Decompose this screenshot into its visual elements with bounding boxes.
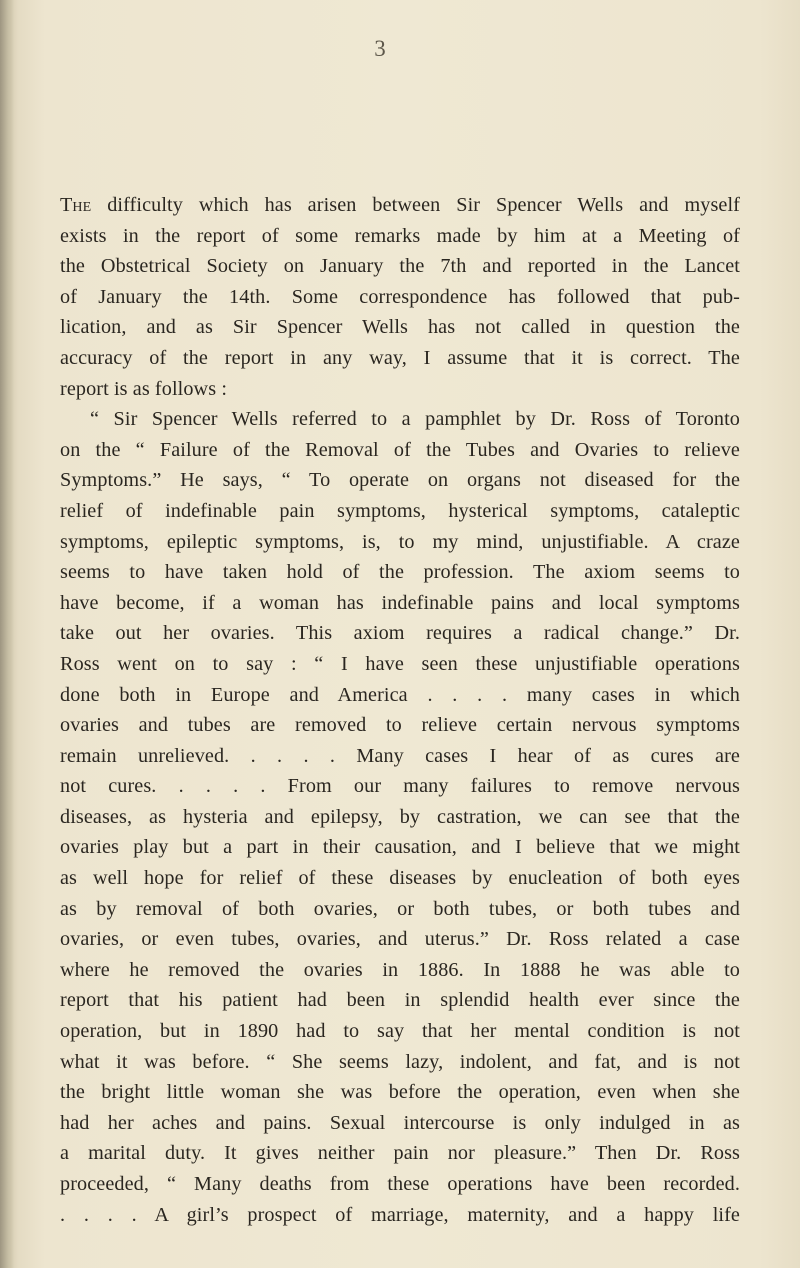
text-line: exists in the report of some remarks made by him at a Meeting of	[60, 224, 740, 247]
text-line: where he removed the ovaries in 1886. In 1888 he was able to	[60, 958, 740, 981]
text-line: what it was before. “ She seems lazy, indolent, and fat, and is not	[60, 1050, 740, 1073]
text-line: “ Sir Spencer Wells referred to a pamphlet by Dr. Ross of Toronto	[90, 408, 740, 431]
text-line: seems to have taken hold of the profession. The axiom seems to	[60, 561, 740, 584]
binding-shadow	[0, 0, 14, 1268]
text-line: report is as follows :	[60, 377, 228, 400]
text-line: as by removal of both ovaries, or both tubes, or both tubes and	[60, 897, 740, 920]
text-line: ovaries, or even tubes, ovaries, and uterus.” Dr. Ross related a case	[60, 928, 740, 951]
text-line: remain unrelieved. . . . . Many cases I hear of as cures are	[60, 744, 740, 767]
text-line: of January the 14th. Some correspondence has followed that pub-	[60, 285, 740, 308]
text-line: diseases, as hysteria and epilepsy, by castration, we can see that the	[60, 805, 740, 828]
text-line: on the “ Failure of the Removal of the Tubes and Ovaries to relieve	[60, 438, 740, 461]
text-line: proceeded, “ Many deaths from these operations have been recorded.	[60, 1173, 740, 1195]
page-number: 3	[374, 36, 386, 61]
text-line: ovaries play but a part in their causation, and I believe that we might	[60, 836, 740, 859]
text-line: had her aches and pains. Sexual intercourse is only indulged in as	[60, 1111, 740, 1134]
text-line: symptoms, epileptic symptoms, is, to my mind, unjustifiable. A craze	[60, 530, 740, 553]
text-line: done both in Europe and America . . . . many cases in which	[60, 683, 740, 706]
text-line: a marital duty. It gives neither pain nor pleasure.” Then Dr. Ross	[60, 1142, 740, 1165]
text-line: report that his patient had been in splendid health ever since the	[60, 989, 740, 1012]
text-line: have become, if a woman has indefinable pains and local symptoms	[60, 591, 740, 614]
text-line: Ross went on to say : “ I have seen these unjustifiable operations	[60, 652, 740, 675]
text-line: take out her ovaries. This axiom requires a radical change.” Dr.	[60, 622, 740, 645]
text-line: . . . . A girl’s prospect of marriage, maternity, and a happy life	[60, 1203, 740, 1226]
text-line: operation, but in 1890 had to say that her mental condition is not	[60, 1020, 740, 1043]
body-text	[60, 190, 740, 1230]
text-line: accuracy of the report in any way, I assume that it is correct. The	[60, 346, 740, 369]
text-line: lication, and as Sir Spencer Wells has not called in question the	[60, 316, 740, 339]
text-line: not cures. . . . . From our many failures to remove nervous	[60, 775, 740, 798]
text-line: Symptoms.” He says, “ To operate on organs not diseased for the	[60, 469, 740, 492]
text-line: the Obstetrical Society on January the 7th and reported in the Lancet	[60, 255, 740, 278]
opening-word: The	[60, 194, 92, 216]
text-line	[60, 190, 740, 221]
text-line: relief of indefinable pain symptoms, hysterical symptoms, cataleptic	[60, 499, 740, 522]
text-line: ovaries and tubes are removed to relieve certain nervous symptoms	[60, 714, 740, 737]
text-line: the bright little woman she was before the operation, even when she	[60, 1081, 740, 1104]
text-line-content: difficulty which has arisen between Sir Spencer Wells and myself	[91, 194, 740, 216]
text-line: as well hope for relief of these diseases by enucleation of both eyes	[60, 867, 740, 890]
